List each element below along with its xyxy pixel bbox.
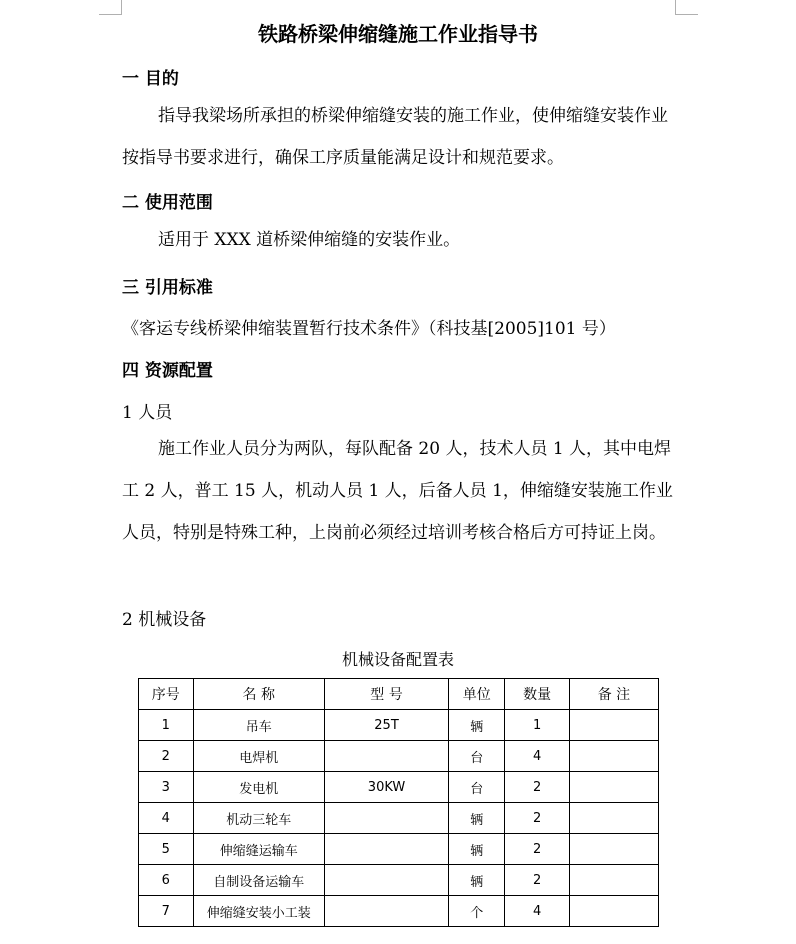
cell-name: 伸缩缝安装小工装	[193, 896, 325, 927]
cell-index: 1	[139, 710, 194, 741]
cell-unit: 辆	[449, 803, 505, 834]
cell-remarks	[569, 710, 658, 741]
subsection-personnel-text: 施工作业人员分为两队，每队配备 20 人，技术人员 1 人，其中电焊工 2 人，普工 15 人，机动人员 1 人，后备人员 1，伸缩缝安装施工作业人员，特别是特殊工种，上岗前必须经过培训考核合格后方可持证上岗。	[122, 439, 673, 543]
cell-remarks	[569, 896, 658, 927]
section-standards-text: 《客运专线桥梁伸缩装置暂行技术条件》（科技基[2005]101 号）	[122, 319, 616, 339]
cell-quantity: 4	[505, 741, 569, 772]
header-name: 名 称	[193, 679, 325, 710]
section-heading-purpose: 一 目的	[122, 69, 179, 89]
table-header-row	[139, 679, 659, 710]
cell-model	[325, 865, 449, 896]
cell-model	[325, 741, 449, 772]
table-row	[139, 741, 659, 772]
cell-index: 4	[139, 803, 194, 834]
header-unit: 单位	[449, 679, 505, 710]
header-remarks: 备 注	[569, 679, 658, 710]
cell-quantity: 2	[505, 803, 569, 834]
subsection-personnel-heading: 1 人员	[122, 403, 173, 423]
cell-index: 7	[139, 896, 194, 927]
section-scope-text: 适用于 XXX 道桥梁伸缩缝的安装作业。	[158, 230, 461, 250]
cell-name: 机动三轮车	[193, 803, 325, 834]
cell-quantity: 2	[505, 772, 569, 803]
table-row	[139, 803, 659, 834]
section-purpose-text: 指导我梁场所承担的桥梁伸缩缝安装的施工作业，使伸缩缝安装作业按指导书要求进行，确保工序质量能满足设计和规范要求。	[122, 106, 668, 168]
header-index: 序号	[139, 679, 194, 710]
cell-name: 自制设备运输车	[193, 865, 325, 896]
cell-unit: 辆	[449, 710, 505, 741]
document-title: 铁路桥梁伸缩缝施工作业指导书	[258, 22, 538, 46]
cell-remarks	[569, 834, 658, 865]
cell-model	[325, 896, 449, 927]
cell-remarks	[569, 741, 658, 772]
cell-unit: 辆	[449, 834, 505, 865]
cell-model	[325, 803, 449, 834]
table-row	[139, 865, 659, 896]
cell-model: 25T	[325, 710, 449, 741]
table-row	[139, 772, 659, 803]
equipment-table	[138, 678, 659, 927]
table-caption: 机械设备配置表	[341, 650, 454, 669]
cell-quantity: 2	[505, 865, 569, 896]
cell-name: 伸缩缝运输车	[193, 834, 325, 865]
cell-name: 电焊机	[193, 741, 325, 772]
table-row	[139, 834, 659, 865]
cell-remarks	[569, 865, 658, 896]
cell-index: 3	[139, 772, 194, 803]
cell-model: 30KW	[325, 772, 449, 803]
section-heading-resources: 四 资源配置	[122, 361, 213, 381]
cell-unit: 台	[449, 741, 505, 772]
section-heading-scope: 二 使用范围	[122, 193, 213, 213]
header-quantity: 数量	[505, 679, 569, 710]
cell-unit: 台	[449, 772, 505, 803]
cell-quantity: 1	[505, 710, 569, 741]
cell-remarks	[569, 772, 658, 803]
cell-index: 2	[139, 741, 194, 772]
cell-remarks	[569, 803, 658, 834]
cell-quantity: 4	[505, 896, 569, 927]
cell-name: 吊车	[193, 710, 325, 741]
section-heading-standards: 三 引用标准	[122, 278, 213, 298]
cell-unit: 个	[449, 896, 505, 927]
cell-unit: 辆	[449, 865, 505, 896]
cell-index: 6	[139, 865, 194, 896]
subsection-equipment-heading: 2 机械设备	[122, 610, 207, 630]
table-row	[139, 896, 659, 927]
cell-index: 5	[139, 834, 194, 865]
cell-quantity: 2	[505, 834, 569, 865]
table-row	[139, 710, 659, 741]
header-model: 型 号	[325, 679, 449, 710]
cell-model	[325, 834, 449, 865]
cell-name: 发电机	[193, 772, 325, 803]
